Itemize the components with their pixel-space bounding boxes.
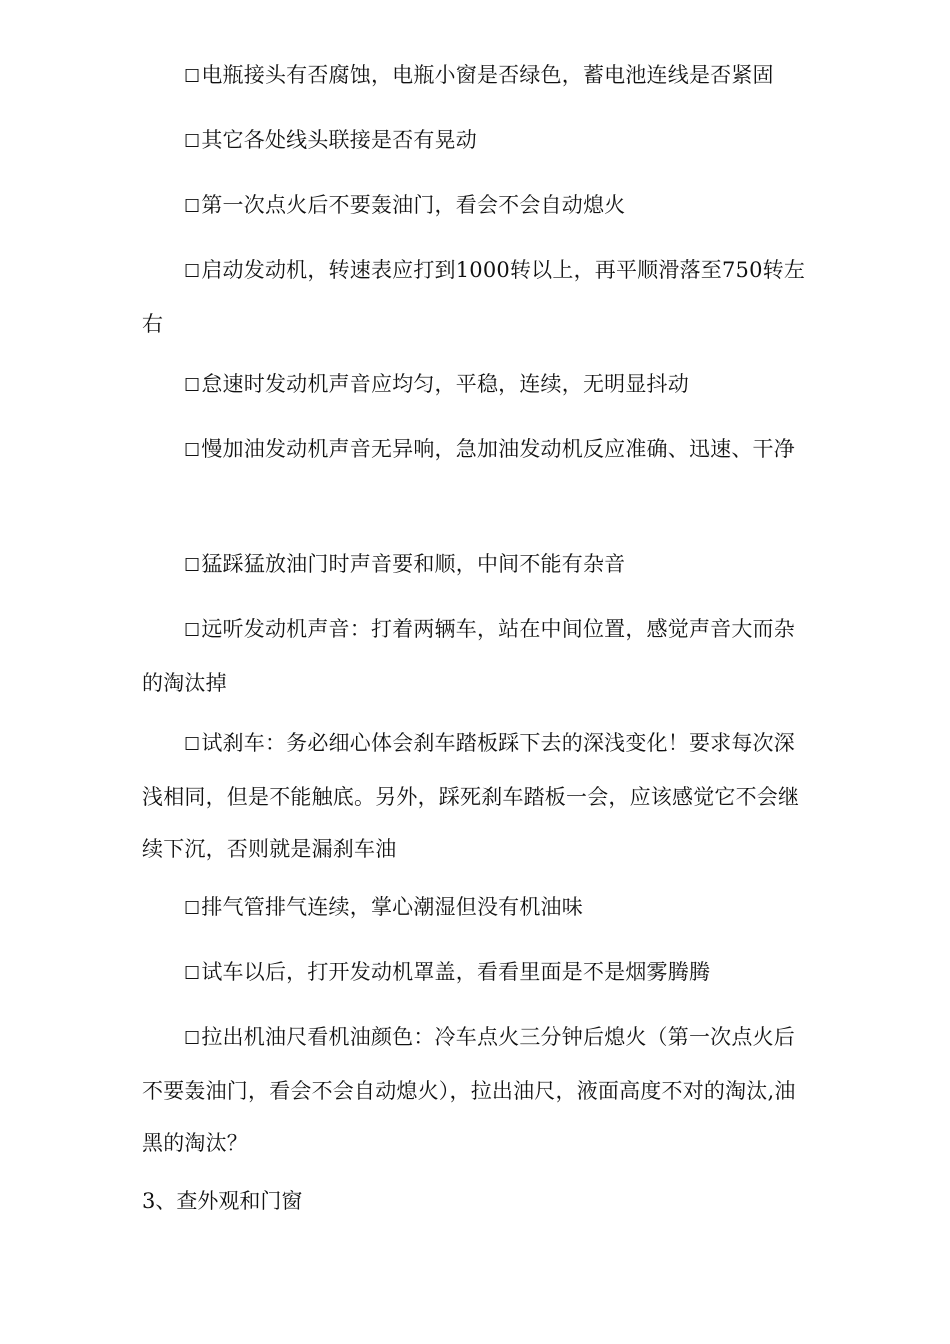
checklist-item-engine-start bbox=[142, 244, 814, 350]
checklist-item-text: 第一次点火后不要轰油门，看会不会自动熄火 bbox=[201, 193, 626, 217]
checklist-item-battery bbox=[142, 49, 814, 103]
checklist-item-pedal-sound bbox=[142, 538, 814, 592]
checkbox-icon: ☐ bbox=[184, 1028, 201, 1049]
checklist-item-text: 怠速时发动机声音应均匀，平稳，连续，无明显抖动 bbox=[201, 372, 689, 396]
checkbox-icon: ☐ bbox=[184, 66, 201, 87]
checklist-item-text: 启动发动机，转速表应打到1000转以上，再平顺滑落至750转左右 bbox=[142, 258, 806, 336]
checklist-item-text: 猛踩猛放油门时声音要和顺，中间不能有杂音 bbox=[201, 552, 626, 576]
checkbox-icon: ☐ bbox=[184, 261, 201, 282]
checklist-item-text: 试刹车：务必细心体会刹车踏板踩下去的深浅变化！要求每次深浅相同，但是不能触底。另外，踩死刹车踏板一会，应该感觉它不会继续下沉，否则就是漏刹车油 bbox=[142, 731, 800, 861]
checklist-item-text: 排气管排气连续，掌心潮湿但没有机油味 bbox=[201, 895, 583, 919]
checklist-item-text: 试车以后，打开发动机罩盖，看看里面是不是烟雾腾腾 bbox=[201, 960, 711, 984]
checkbox-icon: ☐ bbox=[184, 555, 201, 576]
checklist-item-text: 慢加油发动机声音无异响，急加油发动机反应准确、迅速、干净 bbox=[201, 437, 795, 461]
checkbox-icon: ☐ bbox=[184, 440, 201, 461]
checklist-item-first-ignition bbox=[142, 179, 814, 233]
checklist-item-text: 拉出机油尺看机油颜色：冷车点火三分钟后熄火（第一次点火后不要轰油门，看会不会自动熄火），拉出油尺，液面高度不对的淘汰,油黑的淘汰？ bbox=[142, 1025, 796, 1155]
checklist-item-wiring bbox=[142, 114, 814, 168]
checkbox-icon: ☐ bbox=[184, 196, 201, 217]
checklist-item-brake-test bbox=[142, 717, 814, 875]
checklist-item-hood-smoke bbox=[142, 946, 814, 1000]
checkbox-icon: ☐ bbox=[184, 963, 201, 984]
checkbox-icon: ☐ bbox=[184, 375, 201, 396]
checklist-item-oil-dipstick bbox=[142, 1011, 814, 1169]
checklist-item-text: 远听发动机声音：打着两辆车，站在中间位置，感觉声音大而杂的淘汰掉 bbox=[142, 617, 795, 695]
checkbox-icon: ☐ bbox=[184, 620, 201, 641]
checkbox-icon: ☐ bbox=[184, 131, 201, 152]
checklist-item-text: 其它各处线头联接是否有晃动 bbox=[201, 128, 477, 152]
checklist-item-idle bbox=[142, 358, 814, 412]
checkbox-icon: ☐ bbox=[184, 734, 201, 755]
checklist-item-exhaust bbox=[142, 881, 814, 935]
section-heading: 3、查外观和门窗 bbox=[142, 1189, 303, 1213]
checklist-item-text: 电瓶接头有否腐蚀，电瓶小窗是否绿色，蓄电池连线是否紧固 bbox=[201, 63, 774, 87]
checkbox-icon: ☐ bbox=[184, 898, 201, 919]
checklist-item-throttle bbox=[142, 423, 814, 477]
checklist-item-listen-engine bbox=[142, 603, 814, 709]
